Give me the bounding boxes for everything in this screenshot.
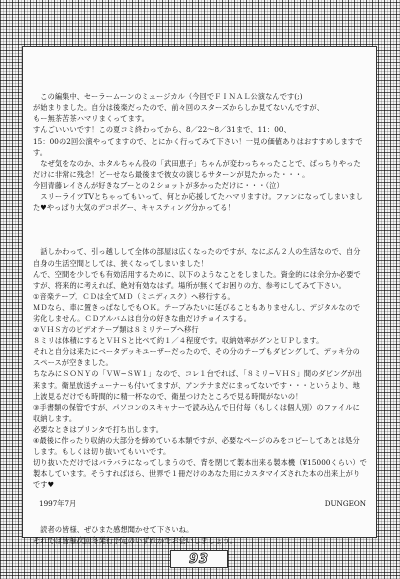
date-text: 1997年7月 bbox=[39, 499, 77, 508]
signature-line bbox=[33, 499, 366, 509]
author-name: DUNGEON bbox=[324, 499, 366, 508]
paragraph-closing: 読者の皆様、ぜひまた感想聞かせて下さいね。 それでは皆様次回冬発行予定のいずれかでお会いしましょう。 bbox=[33, 524, 238, 545]
paragraph-moving: 話しかわって、引っ越しして全体の部屋は広くなったのですが、なにぶん２人の生活なので、自分自身の生活空間としては、狭くなってしまいました！ んで、空間を少しでも有効活用するために、以下のようなことをしました。資金的には余分か必要ですが、将来的に考えれば、絶対有効なはず。場所が無くてお困りの方、参考にしてみて下さい。 ①音楽テープ．ＣＤは全てＭＤ（ミニディスク）へ移行する。 ＭＤなら、車に置きっぱなしでもＯＫ。テープみたいに延びることもありませんし、デジタルなので劣化しません。ＣＤアルバムは自分の好きな曲だけチョイスする。 ②ＶＨＳ方のビデオテープ類は８ミリテープへ移行 ８ミリは体積にするとＶＨＳと比べて約１／４程度です。収納効率がグンとＵＰします。 それと自分は来たにベータデッキユーザーだったので、その分のテープもダビングして、デッキ分のスペースが空きました。 ちなみにＳＯＮＹの「ＶＷ−ＳＷ１」なので、コレ１台でれば、「８ミリ−ＶＨＳ」間のダビングが出来ます。衛星放送チューナーも付いてますが、アンテナまだにまってないです・・・というより、地上波見るだけでも時間的に精一杯なので、衛星つけたところで見る時間がないの！ ③手書類の保管ですが、パソコンのスキャナーで読み込んで日付毎（もしくは個人別）のファイルに収納します。 必要なときはプリンタで打ち出します。 ④最後に作ったり収納の大部分を締めている本類ですが、必要なページのみをコピーしてあとは処分します。もしくは切り抜いてもいいです。 切り抜いただけではバラバラになってしまうので、背を閉じて製本出来る製本機（¥15000くらい）で製本しています。そうすればほら、世界で１冊だけのあなた用にカスタマイズされた本の出来上がりです♥ bbox=[33, 247, 367, 490]
paragraph-musical: この編集中、セーラームーンのミュージカル（今回でＦＩＮＡＬ公演なんです(;) が始まりました。自分は後楽だったので、前々回のスターズからしか見てないんですが、 もー無茶苦茶ハマリまくってます。 すんごいいいです！この夏コミ終わってから、8／22〜8／31まで、11：00、 15：00の2回公演やってますので、とにかく行ってみて下さい！一見の価値ありはおすすめしますです。 なぜ気をなのか、ホタルちゃん役の「武田恵子」ちゃんが変わっちゃったことで、ばっちりやっただけに非常に残念！どーせなら最後まで彼女の演じるサターンが見たかった・・・。 今回青藤レイさんが好きなブーとの２ショットが多かっただけに・・・（泣） スリーライツTVとちゃってもいって、何とか応援してたハマリますけ。ファンになってしまいました♥やっぱり大気のデコポグー、キャスティング分かってる！ bbox=[33, 92, 364, 213]
page-number-box bbox=[170, 550, 228, 568]
page-number: 93 bbox=[188, 551, 210, 567]
text-panel bbox=[22, 46, 377, 545]
